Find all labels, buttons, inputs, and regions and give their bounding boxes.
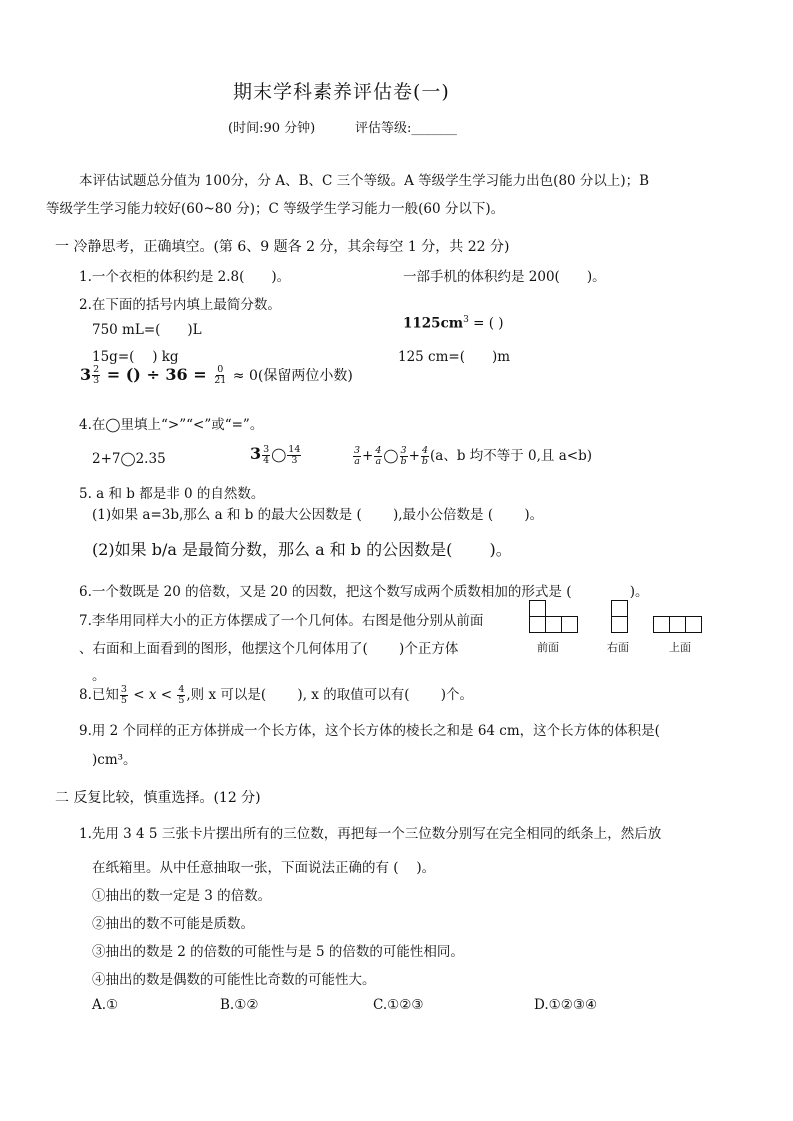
cube-square <box>529 600 546 617</box>
q8-pre: 8.已知 <box>79 687 119 703</box>
q4-stem: 4.在◯里填上“>”“<”或“=”。 <box>79 417 264 433</box>
exam-time: (时间:90 分钟) <box>228 121 316 136</box>
q8-f1-den: 5 <box>120 695 127 706</box>
q2-b-main: 1125cm <box>403 315 464 332</box>
q9-line-1: 9.用 2 个同样的正方体拼成一个长方体，这个长方体的棱长之和是 64 cm，这个长方体的体积是( <box>79 723 660 739</box>
s2-q1-line-1: 1.先用 3 4 5 三张卡片摆出所有的三位数，再把每一个三位数分别写在完全相同的纸条上，然后放 <box>79 826 662 842</box>
q4-c-circle: ◯ <box>383 448 399 464</box>
cube-square <box>611 616 628 633</box>
q4-c-plus-1: + <box>362 448 374 464</box>
q4-c-f1-den: a <box>354 456 360 467</box>
cube-square <box>561 616 578 633</box>
s2-q1-option-a: A.① <box>92 997 119 1013</box>
q8-frac-2 <box>177 685 185 706</box>
q4-a: 2+7◯2.35 <box>92 451 166 467</box>
q4-b-f1-num: 3 <box>263 444 270 455</box>
q3-fraction-1 <box>92 365 100 386</box>
q4-b-whole: 3 <box>250 444 262 463</box>
q3-f1-num: 2 <box>93 364 100 375</box>
s2-q1-statement-3: ③抽出的数是 2 的倍数的可能性与是 5 的倍数的可能性相同。 <box>92 944 464 960</box>
q4-c-frac-4 <box>421 446 429 467</box>
q4-b-f2-num: 14 <box>288 444 301 455</box>
q7-front-caption: 前面 <box>537 641 559 654</box>
intro-line-1: 本评估试题总分值为 100分，分 A、B、C 三个等级。A 等级学生学习能力出色(80 分以上)；B <box>79 173 650 189</box>
q2-a: 750 mL=( )L <box>92 322 202 338</box>
cube-square <box>669 616 686 633</box>
q4-b-frac-2 <box>287 445 301 466</box>
s2-q1-line-2: 在纸箱里。从中任意抽取一张，下面说法正确的有 ( )。 <box>92 860 436 876</box>
q4-c-f1-num: 3 <box>354 445 361 456</box>
q7-top-caption: 上面 <box>669 641 691 654</box>
q3-f2-num: 0 <box>217 364 224 375</box>
q4-c-f3-den: b <box>400 456 407 467</box>
q2-d: 125 cm=( )m <box>398 349 511 365</box>
q4-c-tail: (a、b 均不等于 0,且 a<b) <box>430 448 592 464</box>
q3-f2-den: 21 <box>214 375 227 386</box>
s2-q1-statement-4: ④抽出的数是偶数的可能性比奇数的可能性大。 <box>92 972 376 988</box>
q4-c-f3-num: 3 <box>400 445 407 456</box>
q2-b <box>403 315 504 332</box>
q2-stem: 2.在下面的括号内填上最简分数。 <box>79 297 281 313</box>
section-1-heading: 一 冷静思考，正确填空。(第 6、9 题各 2 分，其余每空 1 分，共 22 分) <box>55 239 510 255</box>
q9-line-2: )cm³。 <box>92 752 137 768</box>
section-2-heading: 二 反复比较，慎重选择。(12 分) <box>55 790 261 806</box>
q5-part-2: (2)如果 b/a 是最简分数，那么 a 和 b 的公因数是( )。 <box>92 540 512 559</box>
q4-c <box>352 444 592 467</box>
cube-square <box>545 616 562 633</box>
q4-c-f4-num: 4 <box>421 445 428 456</box>
q1-right: 一部手机的体积约是 200( )。 <box>403 269 606 285</box>
q4-b-f1-den: 4 <box>263 455 270 466</box>
q8-f1-num: 3 <box>120 684 127 695</box>
cube-square <box>653 616 670 633</box>
s2-q1-option-c: C.①②③ <box>373 997 424 1013</box>
q3-formula <box>80 365 353 386</box>
cube-square <box>529 616 546 633</box>
q2-b-sup: 3 <box>463 315 469 325</box>
cube-square <box>685 616 702 633</box>
q3-f1-den: 3 <box>93 375 100 386</box>
q8-mid: < x < <box>128 687 177 703</box>
page-title: 期末学科素养评估卷(一) <box>233 81 450 103</box>
q5-stem: 5. a 和 b 都是非 0 的自然数。 <box>79 486 265 502</box>
q4-c-frac-3 <box>400 446 408 467</box>
q8-frac-1 <box>120 685 128 706</box>
q5-part-1: (1)如果 a=3b,那么 a 和 b 的最大公因数是 ( ),最小公倍数是 ( )。 <box>92 507 544 523</box>
q7-line-2: 、右面和上面看到的图形，他摆这个几何体用了( )个正方体 <box>79 641 459 657</box>
q3-whole: 3 <box>80 365 92 384</box>
s2-q1-option-b: B.①② <box>220 997 259 1013</box>
q4-c-f2-num: 4 <box>375 445 382 456</box>
q4-c-f2-den: a <box>375 456 382 467</box>
q4-c-f4-den: b <box>421 456 429 467</box>
q1-left: 1.一个衣柜的体积约是 2.8( )。 <box>79 269 291 285</box>
s2-q1-statement-1: ①抽出的数一定是 3 的倍数。 <box>92 888 272 904</box>
q4-c-frac-2 <box>374 446 382 467</box>
q8-f2-den: 5 <box>178 695 185 706</box>
q7-line-1: 7.李华用同样大小的正方体摆成了一个几何体。右图是他分别从前面 <box>79 613 484 629</box>
cube-square <box>611 600 628 617</box>
s2-q1-option-d: D.①②③④ <box>534 997 598 1013</box>
q8 <box>79 683 473 706</box>
intro-line-2: 等级学生学习能力较好(60~80 分)；C 等级学生学习能力一般(60 分以下)。 <box>46 201 505 217</box>
q2-c: 15g=( ) kg <box>92 349 179 365</box>
s2-q1-statement-2: ②抽出的数不可能是质数。 <box>92 916 254 932</box>
q4-c-plus-2: + <box>408 448 420 464</box>
q8-tail: ,则 x 可以是( ), x 的取值可以有( )个。 <box>186 687 474 703</box>
q6: 6.一个数既是 20 的倍数，又是 20 的因数，把这个数写成两个质数相加的形式是 ( )。 <box>79 584 649 600</box>
q7-right-caption: 右面 <box>607 641 629 654</box>
q4-b-frac-1 <box>262 445 270 466</box>
grade-label: 评估等级:_______ <box>355 121 457 136</box>
q7-line-3: 。 <box>92 668 106 684</box>
q4-b-f2-den: 3 <box>291 455 298 466</box>
q3-fraction-2 <box>213 365 227 386</box>
q3-mid: = () ÷ 36 = <box>101 365 213 384</box>
q8-f2-num: 4 <box>178 684 185 695</box>
q2-b-rest: = ( ) <box>468 315 504 332</box>
q3-tail: ≈ 0(保留两位小数) <box>228 368 353 384</box>
q4-c-frac-1 <box>353 446 361 467</box>
q4-b <box>250 444 302 466</box>
q4-b-circle: ◯ <box>271 447 287 463</box>
